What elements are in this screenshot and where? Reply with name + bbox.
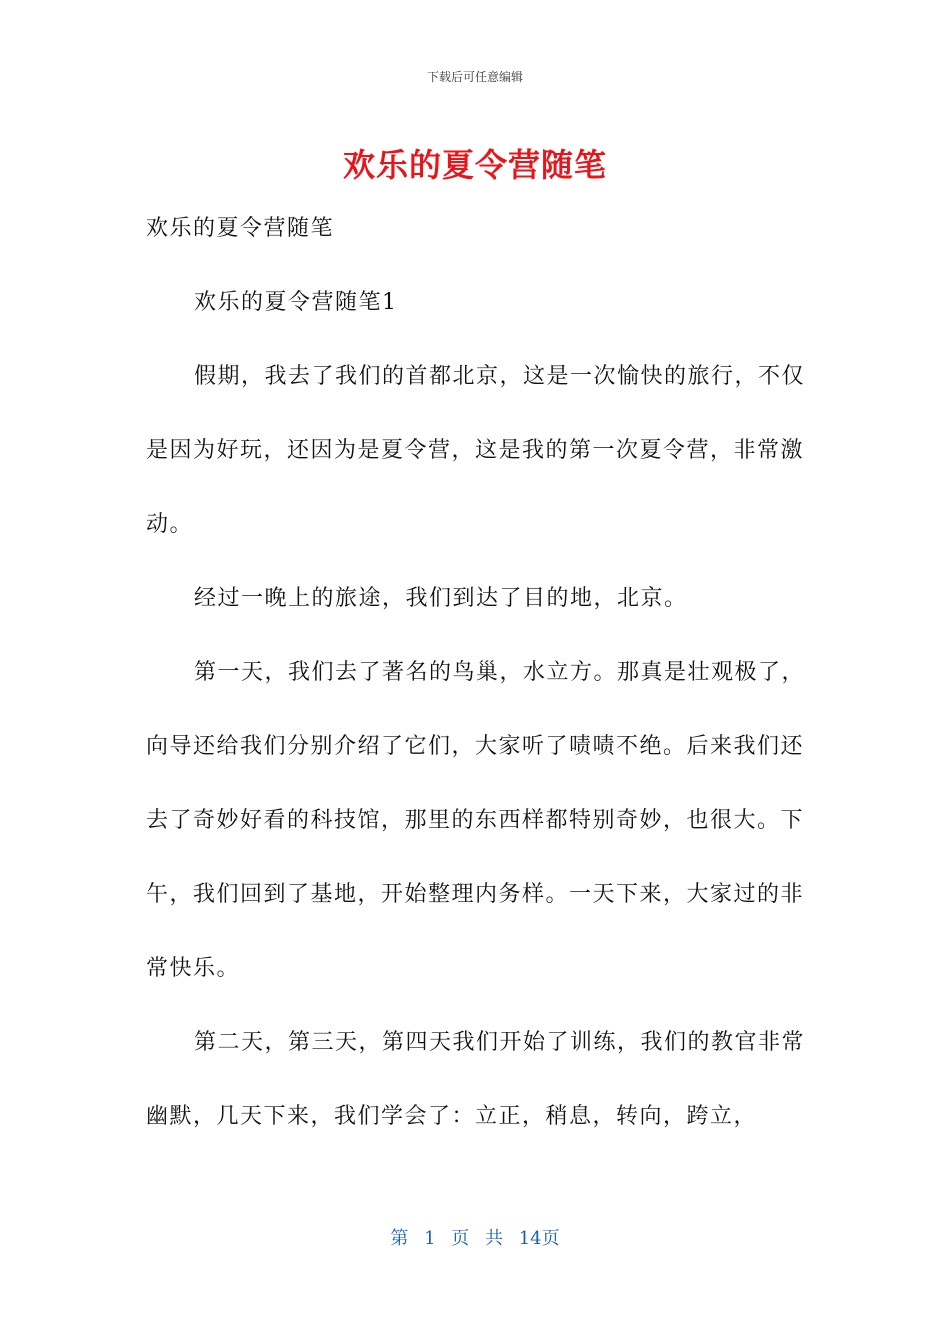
section-heading: 欢乐的夏令营随笔1 bbox=[194, 290, 398, 315]
body-paragraph: 第一天，我们去了著名的鸟巢，水立方。那真是壮观极了，向导还给我们分别介绍了它们，大家听了啧啧不绝。后来我们还去了奇妙好看的科技馆，那里的东西样都特别奇妙，也很大。下午，我们回到了基地，开始整理内务样。一天下来，大家过的非常快乐。 bbox=[146, 660, 806, 981]
document-title: 欢乐的夏令营随笔 bbox=[342, 146, 607, 184]
body-paragraph: 经过一晚上的旅途，我们到达了目的地，北京。 bbox=[194, 586, 688, 611]
header-note: 下载后可任意编辑 bbox=[426, 70, 523, 84]
document-body bbox=[146, 192, 814, 1154]
body-paragraph: 假期，我去了我们的首都北京，这是一次愉快的旅行，不仅是因为好玩，还因为是夏令营，这是我的第一次夏令营，非常激动。 bbox=[146, 364, 806, 537]
subtitle-paragraph: 欢乐的夏令营随笔 bbox=[146, 216, 335, 241]
body-paragraph: 第二天，第三天，第四天我们开始了训练，我们的教官非常幽默，几天下来，我们学会了：立正，稍息，转向，跨立， bbox=[146, 1030, 806, 1129]
page-number: 第 1 页 共 14页 bbox=[390, 1228, 560, 1249]
